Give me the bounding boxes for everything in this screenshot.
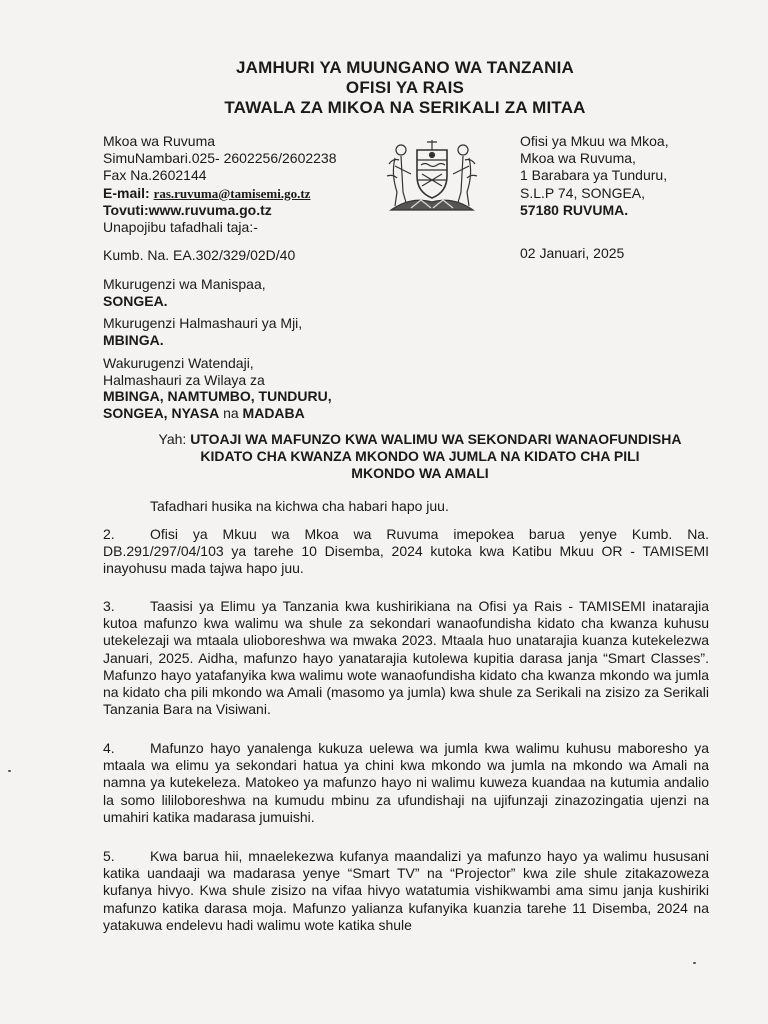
paragraph-5	[103, 848, 709, 934]
paragraph-number: 4.	[103, 740, 115, 756]
greeting: Tafadhari husika na kichwa cha habari hapo juu.	[150, 498, 449, 514]
reply-note: Unapojibu tafadhali taja:-	[103, 219, 258, 236]
region-name: Mkoa wa Ruvuma	[103, 133, 216, 149]
scan-speck	[8, 770, 11, 772]
subject-line-2: KIDATO CHA KWANZA MKONDO WA JUMLA NA KIDATO CHA PILI	[200, 448, 640, 464]
addressee-3	[103, 355, 332, 421]
phone-number: SimuNambari.025- 2602256/2602238	[103, 150, 337, 167]
addressee-conjunction: na	[219, 404, 243, 421]
header-line-2: OFISI YA RAIS	[345, 78, 465, 97]
header-line-3: TAWALA ZA MIKOA NA SERIKALI ZA MITAA	[224, 98, 586, 117]
email-link[interactable]: ras.ruvuma@tamisemi.go.tz	[153, 185, 311, 201]
email-line	[103, 185, 337, 202]
header-line-1: JAMHURI YA MUUNGANO WA TANZANIA	[235, 58, 574, 77]
addressee-title: Mkurugenzi Halmashauri ya Mji,	[103, 315, 303, 331]
office-address-block	[520, 133, 669, 219]
addressee-location: SONGEA.	[103, 292, 168, 309]
paragraph-3	[103, 598, 709, 718]
subject-text: UTOAJI WA MAFUNZO KWA WALIMU WA SEKONDARI WANAOFUNDISHA	[190, 431, 682, 447]
paragraph-text: Kwa barua hii, mnaelekezwa kufanya maandalizi ya mafunzo hayo ya walimu hususani katika uandaaji wa madarasa yenye “Smart TV” na “Projector” kwa zile shule zitakazoweza kufanya hivyo. Kwa shule zisizo na vifaa hivyo watatumia vishikwambi ama simu janja kushiriki mafunzo katika darasa moja. Mafunzo yalianza kufanyika kuanzia tarehe 11 Disemba, 2024 na yatakuwa endelevu hadi walimu wote katika shule	[103, 848, 709, 933]
letter-date: 02 Januari, 2025	[520, 245, 625, 261]
subject-line-3: MKONDO WA AMALI	[351, 465, 489, 481]
office-address-line: 1 Barabara ya Tunduru,	[520, 167, 668, 184]
paragraph-2	[103, 526, 709, 578]
addressee-location: MBINGA, NAMTUMBO, TUNDURU,	[103, 388, 332, 404]
addressee-location-part: MADABA	[242, 404, 305, 421]
subject-line-1	[60, 431, 768, 448]
paragraph-text: Mafunzo hayo yanalenga kukuza uelewa wa jumla kwa walimu kuhusu maboresho ya mtaala wa elimu ya sekondari hatua ya chini kwa mkondo wa jumla na mkondo wa Amali na namna ya kutekeleza. Matokeo ya mafunzo hayo ni walimu kuweza kuandaa na kutumia andalio la somo lililoboreshwa na kumudu mbinu za ufundishaji na ujifunzaji zinazozingatia ujenzi na umahiri katika madarasa jumuishi.	[103, 740, 709, 825]
addressee-title: Wakurugenzi Watendaji,	[103, 355, 254, 371]
paragraph-number: 2.	[103, 526, 115, 542]
paragraph-text: Ofisi ya Mkuu wa Mkoa wa Ruvuma imepokea barua yenye Kumb. Na. DB.291/297/04/103 ya tarehe 10 Disemba, 2024 kutoka kwa Katibu Mkuu OR - TAMISEMI inayohusu mada tajwa hapo juu.	[103, 526, 709, 577]
fax-number: Fax Na.2602144	[103, 167, 207, 184]
addressee-location: MBINGA.	[103, 331, 164, 348]
website: Tovuti:www.ruvuma.go.tz	[103, 201, 272, 218]
addressee-location-part: SONGEA, NYASA	[103, 404, 220, 421]
addressee-title: Mkurugenzi wa Manispaa,	[103, 276, 266, 292]
office-address-line: Mkoa wa Ruvuma,	[520, 150, 636, 167]
addressee-2	[103, 315, 302, 348]
scan-speck	[693, 962, 696, 964]
office-address-line: Ofisi ya Mkuu wa Mkoa,	[520, 133, 669, 149]
office-address-line: 57180 RUVUMA.	[520, 201, 629, 218]
addressee-1	[103, 276, 266, 309]
subject-prefix: Yah:	[158, 431, 191, 447]
subject-heading	[60, 431, 768, 482]
reference-number: Kumb. Na. EA.302/329/02D/40	[103, 247, 296, 263]
addressee-subtitle: Halmashauri za Wilaya za	[103, 371, 265, 388]
paragraph-number: 3.	[103, 598, 115, 614]
sender-contact-block	[103, 133, 337, 236]
coat-of-arms-icon	[381, 136, 483, 214]
paragraph-text: Taasisi ya Elimu ya Tanzania kwa kushirikiana na Ofisi ya Rais - TAMISEMI inatarajia kutoa mafunzo kwa walimu wa shule za sekondari wanaofundisha kidato cha kwanza kuhusu utekelezaji wa mtaala ulioboreshwa wa mwaka 2023. Mtaala huo unatarajia kuanza kutekelezwa Januari, 2025. Aidha, mafunzo hayo yanatarajia kutolewa kupitia darasa janja “Smart Classes”. Mafunzo hayo yatafanyika kwa walimu wote wanaofundisha kidato cha kwanza mkondo wa jumla na kidato cha pili mkondo wa Amali (masomo ya jumla) kwa shule za Serikali na zisizo za Serikali Tanzania Bara na Visiwani.	[103, 598, 709, 718]
email-label: E-mail:	[103, 184, 150, 201]
addressee-location-line	[103, 405, 332, 422]
office-address-line: S.L.P 74, SONGEA,	[520, 184, 646, 201]
paragraph-4	[103, 740, 709, 826]
paragraph-number: 5.	[103, 848, 115, 864]
